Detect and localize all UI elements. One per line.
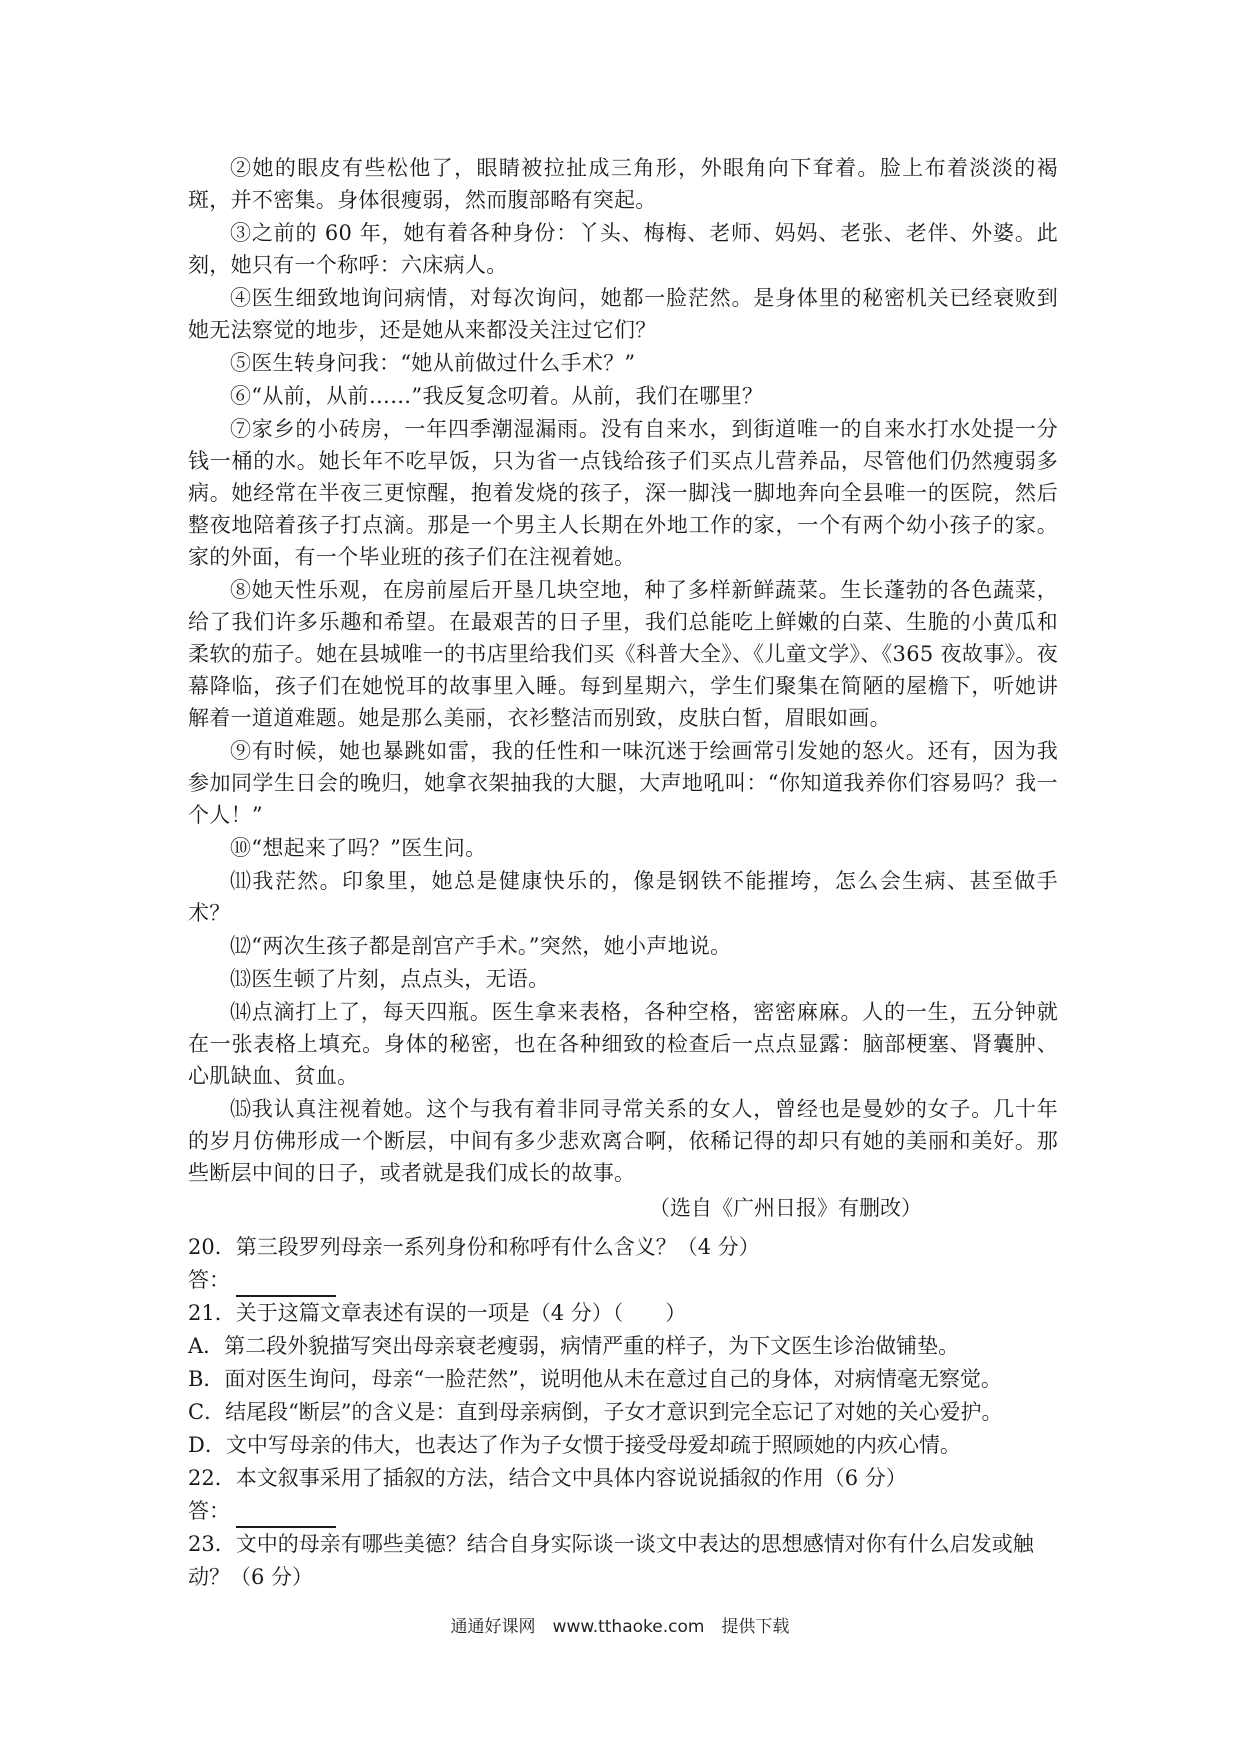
paragraph-15: ⒂我认真注视着她。这个与我有着非同寻常关系的女人，曾经也是曼妙的女子。几十年的岁月仿佛形成一个断层，中间有多少悲欢离合啊，依稀记得的却只有她的美丽和美好。那些断层中间的日子，或者就是我们成长的故事。 [188, 1097, 1058, 1185]
question-23: 23．文中的母亲有哪些美德？结合自身实际谈一谈文中表达的思想感情对你有什么启发或触动？（6 分） [188, 1532, 1034, 1589]
paragraph-11: ⑾我茫然。印象里，她总是健康快乐的，像是钢铁不能摧垮，怎么会生病、甚至做手术？ [188, 869, 1058, 925]
paragraph-7: ⑦家乡的小砖房，一年四季潮湿漏雨。没有自来水，到街道唯一的自来水打水处提一分钱一桶的水。她长年不吃早饭，只为省一点钱给孩子们买点儿营养品，尽管他们仍然瘦弱多病。她经常在半夜三更惊醒，抱着发烧的孩子，深一脚浅一脚地奔向全县唯一的医院，然后整夜地陪着孩子打点滴。那是一个男主人长期在外地工作的家，一个有两个幼小孩子的家。家的外面，有一个毕业班的孩子们在注视着她。 [188, 417, 1058, 569]
paragraph-6: ⑥“从前，从前……”我反复念叨着。从前，我们在哪里？ [230, 384, 764, 408]
option-b: B．面对医生询问，母亲“一脸茫然”，说明他从未在意过自己的身体，对病情毫无察觉。 [188, 1367, 1002, 1391]
answer-label: 答： [188, 1268, 230, 1292]
paragraph-12: ⑿“两次生孩子都是剖宫产手术。”突然，她小声地说。 [230, 934, 732, 958]
answer-22 [188, 1495, 1058, 1528]
question-22: 22．本文叙事采用了插叙的方法，结合文中具体内容说说插叙的作用（6 分） [188, 1466, 907, 1490]
question-20: 20．第三段罗列母亲一系列身份和称呼有什么含义？（4 分） [188, 1235, 760, 1259]
paragraph-14: ⒁点滴打上了，每天四瓶。医生拿来表格，各种空格，密密麻麻。人的一生，五分钟就在一张表格上填充。身体的秘密，也在各种细致的检查后一点点显露：脑部梗塞、肾囊肿、心肌缺血、贫血。 [188, 1000, 1058, 1088]
paragraph-8: ⑧她天性乐观，在房前屋后开垦几块空地，种了多样新鲜蔬菜。生长蓬勃的各色蔬菜，给了我们许多乐趣和希望。在最艰苦的日子里，我们总能吃上鲜嫩的白菜、生脆的小黄瓜和柔软的茄子。她在县城唯一的书店里给我们买《科普大全》、《儿童文学》、《365 夜故事》。夜幕降临，孩子们在她悦耳的故事里入睡。每到星期六，学生们聚集在简陋的屋檐下，听她讲解着一道道难题。她是那么美丽，衣衫整洁而别致，皮肤白皙，眉眼如画。 [188, 578, 1058, 730]
answer-blank[interactable] [236, 1504, 336, 1528]
paragraph-3: ③之前的 60 年，她有着各种身份：丫头、梅梅、老师、妈妈、老张、老伴、外婆。此刻，她只有一个称呼：六床病人。 [188, 221, 1058, 277]
option-c: C．结尾段“断层”的含义是：直到母亲病倒，子女才意识到完全忘记了对她的关心爱护。 [188, 1400, 1003, 1424]
article-body [188, 152, 1058, 1594]
paragraph-4: ④医生细致地询问病情，对每次询问，她都一脸茫然。是身体里的秘密机关已经衰败到她无法察觉的地步，还是她从来都没关注过它们？ [188, 286, 1058, 342]
option-a: A．第二段外貌描写突出母亲衰老瘦弱，病情严重的样子，为下文医生诊治做铺垫。 [188, 1334, 960, 1358]
paragraph-2: ②她的眼皮有些松他了，眼睛被拉扯成三角形，外眼角向下耷着。脸上布着淡淡的褐斑，并不密集。身体很瘦弱，然而腹部略有突起。 [188, 156, 1058, 212]
paragraph-9: ⑨有时候，她也暴跳如雷，我的任性和一味沉迷于绘画常引发她的怒火。还有，因为我参加同学生日会的晚归，她拿衣架抽我的大腿，大声地吼叫：“你知道我养你们容易吗？我一个人！” [188, 739, 1058, 827]
footer-download-note: 通通好课网 www.tthaoke.com 提供下载 [450, 1617, 790, 1637]
question-21: 21．关于这篇文章表述有误的一项是（4 分）（ ） [188, 1301, 687, 1325]
paragraph-10: ⑩“想起来了吗？”医生问。 [230, 836, 487, 860]
answer-20 [188, 1264, 1058, 1297]
paragraph-13: ⒀医生顿了片刻，点点头，无语。 [230, 967, 550, 991]
source-citation: （选自《广州日报》有删改） [649, 1196, 922, 1220]
answer-label: 答： [188, 1499, 230, 1523]
answer-blank[interactable] [236, 1273, 336, 1297]
paragraph-5: ⑤医生转身问我：“她从前做过什么手术？” [230, 351, 636, 375]
option-d: D．文中写母亲的伟大，也表达了作为子女惯于接受母爱却疏于照顾她的内疚心情。 [188, 1433, 961, 1457]
